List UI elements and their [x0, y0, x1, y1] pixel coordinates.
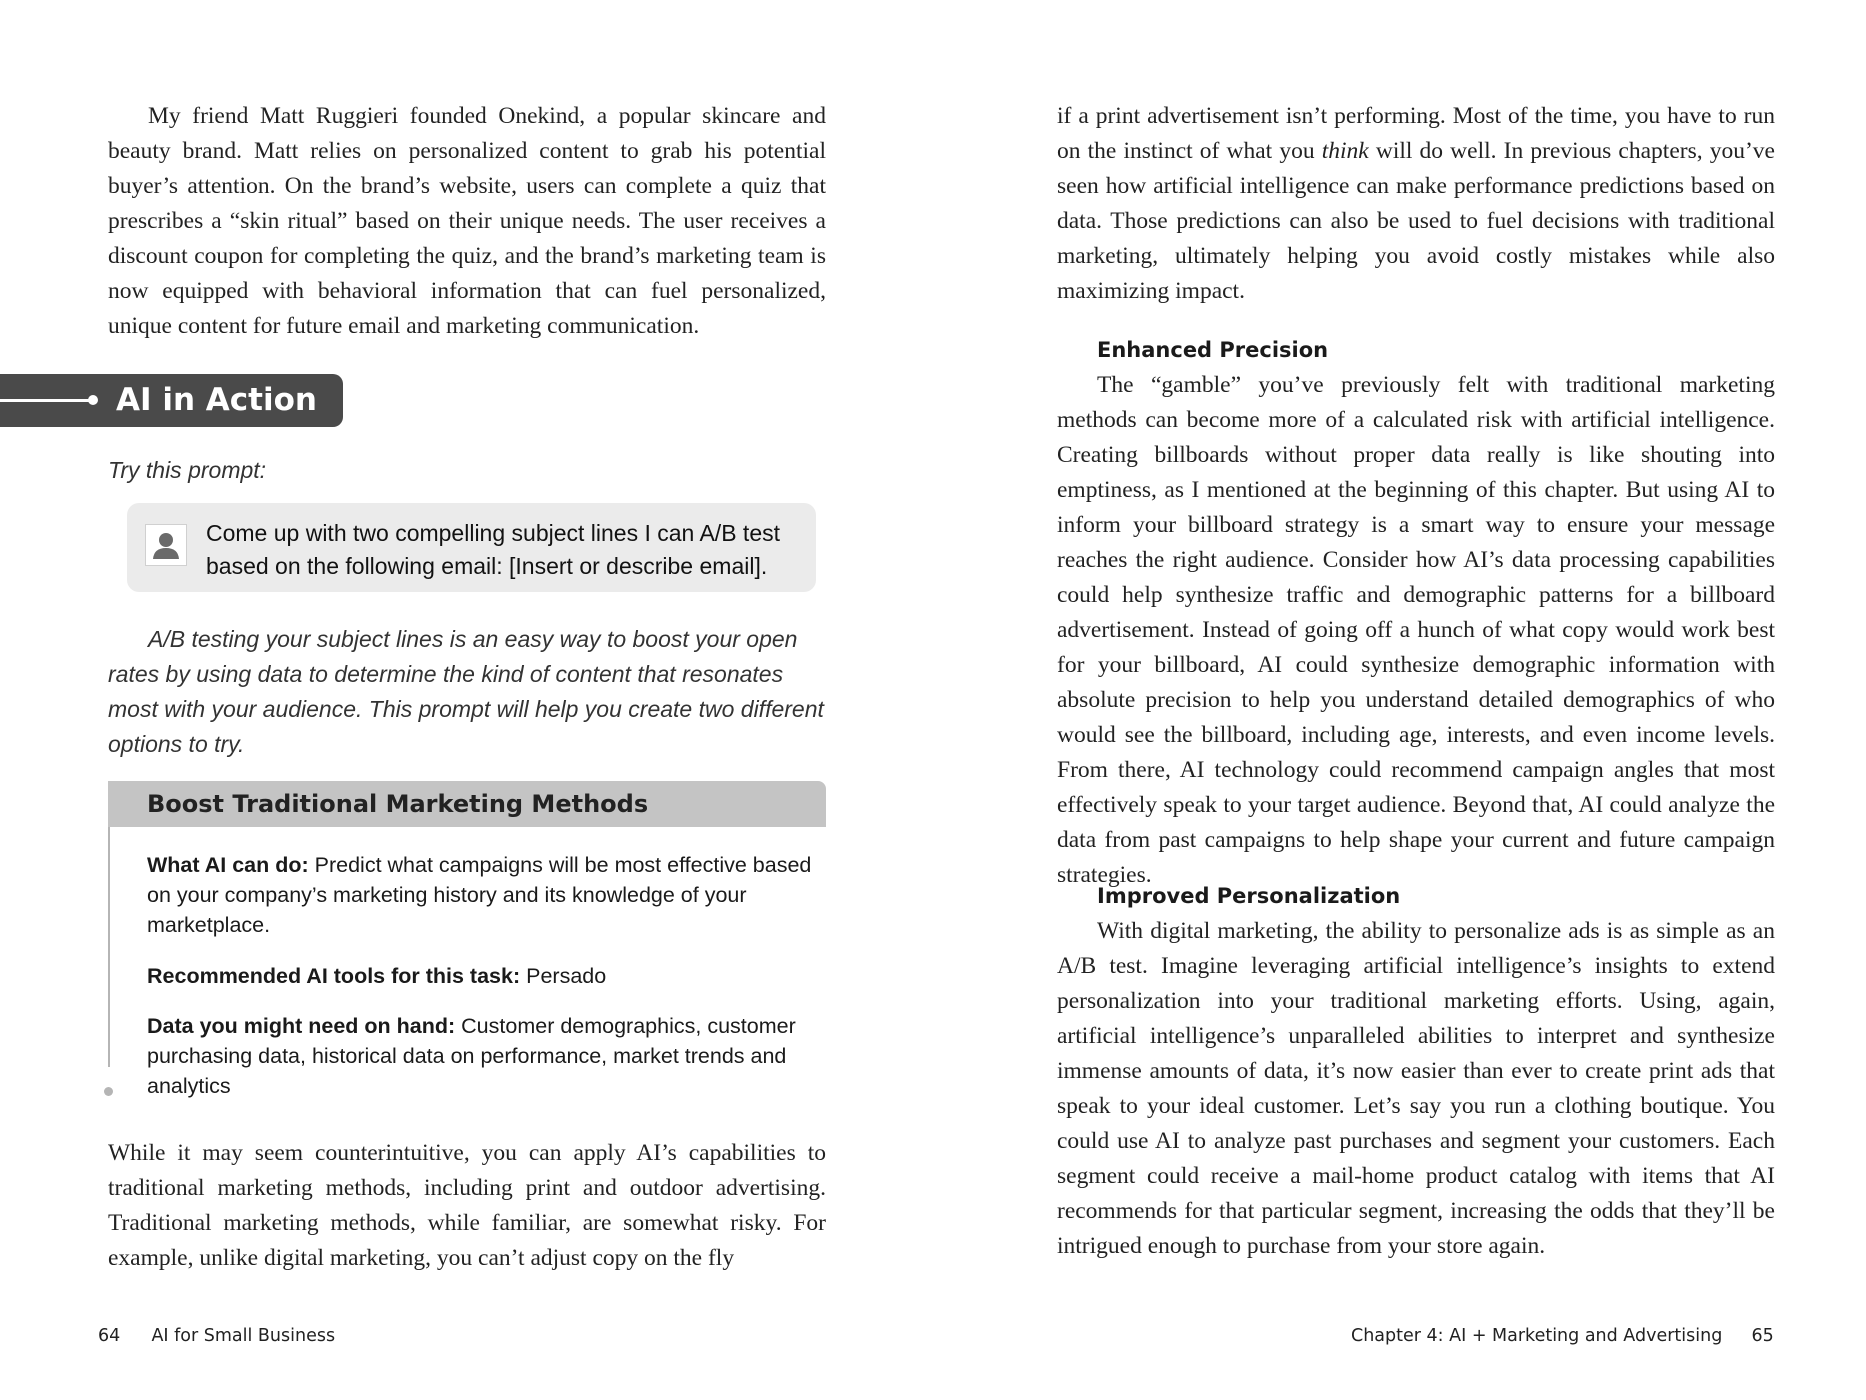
- right-footer: [1351, 1324, 1774, 1348]
- left-page-number: 64: [98, 1326, 121, 1346]
- left-footer: [98, 1324, 335, 1348]
- right-page-number: 65: [1751, 1326, 1774, 1346]
- subhead-enhanced-precision: Enhanced Precision: [1097, 338, 1329, 362]
- ai-in-action-title: AI in Action: [116, 382, 317, 418]
- recommended-tools: [147, 961, 822, 991]
- top-text-emphasis: think: [1321, 138, 1369, 164]
- subhead-improved-personalization: Improved Personalization: [1097, 884, 1401, 908]
- tools-label: Recommended AI tools for this task:: [147, 964, 521, 988]
- user-avatar-icon: [145, 524, 187, 566]
- try-prompt-label: Try this prompt:: [108, 457, 267, 483]
- bottom-paragraph: While it may seem counterintuitive, you can apply AI’s capabilities to traditional marketing methods, including print and outdoor advertising. Traditional marketing methods, while familiar, are somewhat risky. For example, unlike digital marketing, you can’t adjust copy on the fly: [108, 1140, 826, 1271]
- chapter-title: Chapter 4: AI + Marketing and Advertising: [1351, 1326, 1723, 1346]
- banner-line: [0, 399, 92, 402]
- book-title: AI for Small Business: [151, 1326, 336, 1346]
- what-label: What AI can do:: [147, 853, 309, 877]
- data-text: Customer demographics, customer purchasing data, historical data on performance, market trends and analytics: [147, 1014, 796, 1098]
- what-ai-can-do: [147, 850, 822, 940]
- data-on-hand: [147, 1011, 822, 1101]
- marketing-box-header: [108, 781, 826, 827]
- banner-dot: [88, 395, 98, 405]
- prompt-box: [127, 503, 816, 592]
- ai-in-action-banner: [0, 374, 343, 427]
- tools-text: Persado: [526, 964, 607, 988]
- precision-paragraph: The “gamble” you’ve previously felt with traditional marketing methods can become more of a calculated risk with artificial intelligence. Creating billboards without proper data really is like shouting into emptiness, as I mentioned at the beginning of this chapter. But using AI to inform your billboard strategy is a smart way to ensure your message reaches the right audience. Consider how AI’s data processing capabilities could help synthesize traffic and demographic patterns for a billboard advertisement. Instead of going off a hunch of what copy would work best for your billboard, AI could synthesize demographic information with absolute precision to help you understand detailed demographics of who would see the billboard, including age, interests, and even income levels. From there, AI technology could recommend campaign angles that most effectively speak to your target audience. Beyond that, AI could analyze the data from past campaigns to help shape your current and future campaign strategies.: [1057, 372, 1775, 888]
- ab-testing-note: A/B testing your subject lines is an easy way to boost your open rates by using data to determine the kind of content that resonates most with your audience. This prompt will help you create two different options to try.: [108, 626, 824, 757]
- personalization-paragraph: With digital marketing, the ability to personalize ads is as simple as an A/B test. Imagine leveraging artificial intelligence’s insights to extend personalization into your traditional marketing efforts. Using, again, artificial intelligence’s unparalleled abilities to interpret and synthesize immense amounts of data, it’s now easier than ever to create print ads that speak to your ideal customer. Let’s say you run a clothing boutique. You could use AI to analyze past purchases and segment your customers. Each segment could receive a mail-home product catalog with items that AI recommends for that particular segment, increasing the odds that they’ll be intrigued enough to purchase from your store again.: [1057, 918, 1775, 1259]
- box-side-rule: [108, 827, 110, 1067]
- box-side-dot: [104, 1087, 113, 1096]
- marketing-box-title: Boost Traditional Marketing Methods: [147, 790, 649, 818]
- data-label: Data you might need on hand:: [147, 1014, 456, 1038]
- right-page: [933, 0, 1866, 1400]
- top-text-after: will do well. In previous chapters, you’ve seen how artificial intelligence can make performance predictions based on data. Those predictions can also be used to fuel decisions with traditional marketing, ultimately helping you avoid costly mistakes while also maximizing impact.: [1057, 138, 1775, 304]
- right-top-paragraph: [1057, 99, 1775, 309]
- boost-marketing-box: [108, 781, 826, 1098]
- prompt-text: Come up with two compelling subject lines I can A/B test based on the following email: [Insert or describe email].: [206, 520, 781, 579]
- top-text-before: if a print advertisement isn’t performing. Most of the time, you have to run on the instinct of what you: [1057, 103, 1775, 164]
- what-text: Predict what campaigns will be most effective based on your company’s marketing history and its knowledge of your marketplace.: [147, 853, 812, 937]
- intro-paragraph: My friend Matt Ruggieri founded Onekind, a popular skincare and beauty brand. Matt relies on personalized content to grab his potential buyer’s attention. On the brand’s website, users can complete a quiz that prescribes a “skin ritual” based on their unique needs. The user receives a discount coupon for completing the quiz, and the brand’s marketing team is now equipped with behavioral information that can fuel personalized, unique content for future email and marketing communication.: [108, 103, 826, 339]
